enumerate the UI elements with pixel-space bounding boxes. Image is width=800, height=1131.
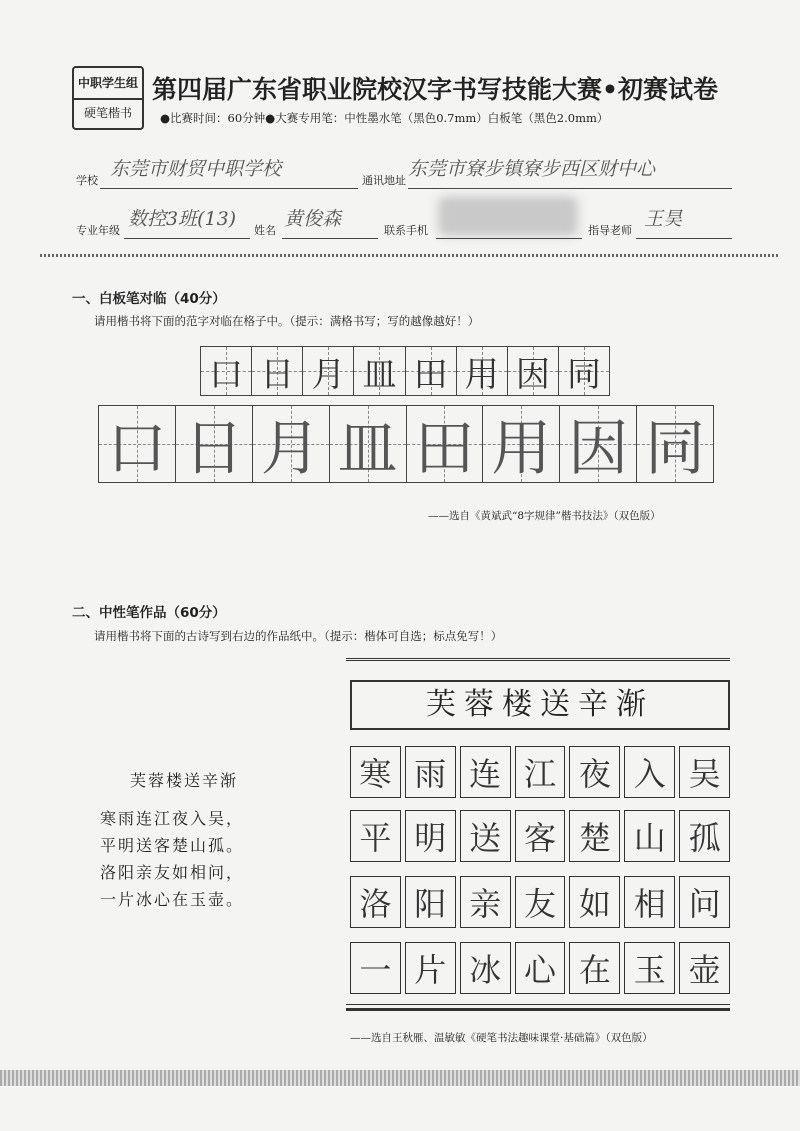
poem-line: 平明送客楚山孤。 <box>100 836 245 855</box>
section2-hint: 请用楷书将下面的古诗写到右边的作品纸中。（提示：楷体可自选；标点免写！） <box>94 629 503 643</box>
badge-group: 中职学生组 <box>74 68 142 100</box>
model-char-cell: 同 <box>559 347 609 395</box>
name-value: 黄俊森 <box>284 208 342 230</box>
paper-char: 冰 <box>460 942 511 994</box>
paper-char: 相 <box>624 876 675 928</box>
page-title: 第四届广东省职业院校汉字书写技能大赛•初赛试卷 <box>152 75 718 104</box>
phone-label: 联系手机 <box>384 224 428 237</box>
model-char-grid <box>200 346 610 396</box>
phone-redacted <box>438 196 578 236</box>
scan-bottom-band <box>0 1070 800 1086</box>
practice-char-cell: 同 <box>637 406 713 482</box>
paper-char: 雨 <box>405 746 456 798</box>
paper-char: 友 <box>515 876 566 928</box>
school-value: 东莞市财贸中职学校 <box>110 158 282 180</box>
paper-char: 江 <box>515 746 566 798</box>
category-badge <box>72 66 144 130</box>
paper-char: 吴 <box>679 746 730 798</box>
model-char-cell: 用 <box>457 347 508 395</box>
poem-title: 芙蓉楼送辛渐 <box>130 771 239 790</box>
paper-char: 玉 <box>624 942 675 994</box>
address-label: 通讯地址 <box>362 174 406 187</box>
paper-char: 孤 <box>679 810 730 862</box>
paper-char: 问 <box>679 876 730 928</box>
paper-char: 楚 <box>569 810 620 862</box>
model-char-cell: 日 <box>252 347 303 395</box>
section2-title: 二、中性笔作品（60分） <box>72 605 226 621</box>
paper-bottom-border <box>346 1004 730 1005</box>
paper-row <box>350 810 730 862</box>
paper-char: 明 <box>405 810 456 862</box>
practice-char-grid <box>98 405 714 483</box>
paper-top-border <box>346 658 730 667</box>
paper-char: 壶 <box>679 942 730 994</box>
paper-title: 芙蓉楼送辛渐 <box>350 680 730 730</box>
teacher-label: 指导老师 <box>588 224 632 237</box>
exam-rules: ●比赛时间：60分钟●大赛专用笔：中性墨水笔（黑色0.7mm）白板笔（黑色2.0mm） <box>160 111 609 125</box>
paper-row <box>350 876 730 928</box>
name-underline <box>282 238 378 239</box>
practice-char-cell: 皿 <box>330 406 407 482</box>
practice-char-cell: 因 <box>560 406 637 482</box>
school-underline <box>100 188 358 189</box>
header-divider <box>40 254 780 257</box>
paper-char: 在 <box>569 942 620 994</box>
practice-char-cell: 日 <box>176 406 253 482</box>
teacher-underline <box>636 238 732 239</box>
model-char-cell: 田 <box>406 347 457 395</box>
paper-char: 山 <box>624 810 675 862</box>
paper-char: 一 <box>350 942 401 994</box>
model-char-cell: 皿 <box>354 347 405 395</box>
paper-char: 寒 <box>350 746 401 798</box>
paper-row <box>350 746 730 798</box>
address-underline <box>408 188 732 189</box>
paper-char: 洛 <box>350 876 401 928</box>
section1-hint: 请用楷书将下面的范字对临在格子中。（提示：满格书写；写的越像越好！） <box>94 314 480 328</box>
section1-source: ——选自《黄斌武“8字规律”楷书技法》（双色版） <box>428 510 661 522</box>
paper-char: 夜 <box>569 746 620 798</box>
phone-underline <box>436 238 582 239</box>
paper-char: 送 <box>460 810 511 862</box>
major-value: 数控3班(13) <box>128 208 237 230</box>
paper-char: 客 <box>515 810 566 862</box>
model-char-cell: 口 <box>201 347 252 395</box>
paper-char: 阳 <box>405 876 456 928</box>
paper-char: 片 <box>405 942 456 994</box>
section2-source: ——选自王秋雁、温敏敏《硬笔书法趣味课堂·基础篇》（双色版） <box>350 1032 653 1044</box>
teacher-value: 王昊 <box>644 208 683 230</box>
major-label: 专业年级 <box>76 224 120 237</box>
practice-char-cell: 用 <box>483 406 560 482</box>
school-label: 学校 <box>76 174 98 187</box>
paper-bottom-border-thick <box>346 1008 730 1011</box>
paper-char: 入 <box>624 746 675 798</box>
name-label: 姓名 <box>254 224 276 237</box>
section1-title: 一、白板笔对临（40分） <box>72 291 226 307</box>
badge-style: 硬笔楷书 <box>83 106 132 120</box>
address-value: 东莞市寮步镇寮步西区财中心 <box>408 158 656 180</box>
practice-char-cell: 田 <box>407 406 484 482</box>
model-char-cell: 月 <box>303 347 354 395</box>
paper-char: 心 <box>515 942 566 994</box>
practice-char-cell: 月 <box>253 406 330 482</box>
paper-char: 如 <box>569 876 620 928</box>
paper-char: 亲 <box>460 876 511 928</box>
practice-char-cell: 口 <box>99 406 176 482</box>
poem-line: 寒雨连江夜入吴， <box>100 809 245 828</box>
model-char-cell: 因 <box>508 347 559 395</box>
paper-char: 连 <box>460 746 511 798</box>
poem-line: 一片冰心在玉壶。 <box>100 890 245 909</box>
paper-char: 平 <box>350 810 401 862</box>
paper-row <box>350 942 730 994</box>
poem-line: 洛阳亲友如相问， <box>100 863 245 882</box>
major-underline <box>124 238 250 239</box>
